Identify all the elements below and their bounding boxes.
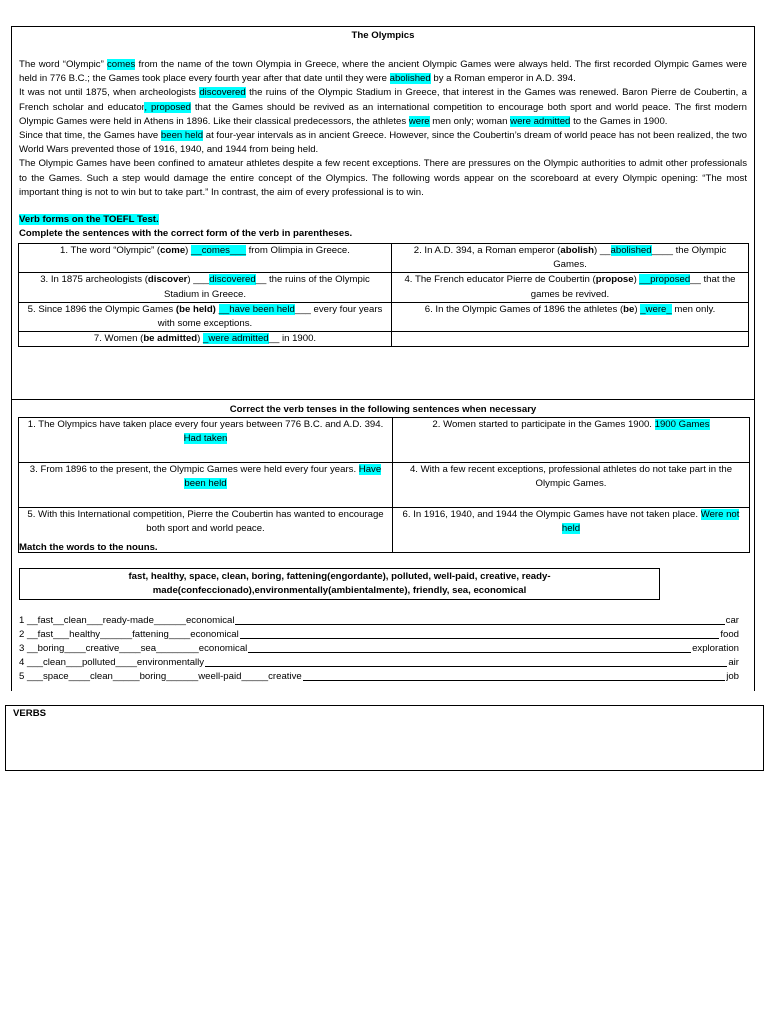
blank-line <box>248 642 691 653</box>
text-segment: It was not until 1875, when archeologists <box>19 87 200 99</box>
text-segment: from the name of the town Olympia in Greece, where the ancient Olympic Games were always held. The first recorded Olympic Games were held in 776 B.C.; the Games took place every fourth year after that date until they were <box>19 59 747 85</box>
highlighted-answer: discovered <box>199 87 246 99</box>
text-segment: 3. From 1896 to the present, the Olympic Games were held every four years. <box>29 464 359 475</box>
text-segment: 1. The word “Olympic” ( <box>60 245 161 256</box>
text-segment: ) <box>633 274 640 286</box>
table-row <box>19 332 749 347</box>
text-segment: 4. With a few recent exceptions, professional athletes do not take part in the Olympic Games. <box>409 464 733 490</box>
match-heading: Match the words to the nouns. <box>19 542 158 553</box>
olympics-section <box>11 26 755 400</box>
blank-line <box>303 670 725 681</box>
text-segment: discover <box>147 274 188 286</box>
text-segment: abolish <box>560 245 594 256</box>
text-segment: The word “Olympic” <box>19 59 107 70</box>
text-segment: The Olympic Games have been confined to amateur athletes despite a few recent exceptions. There are pressures on the Olympic authorities to admit other professionals to the Games. Such a step would damage the entire concept of the Olympics. The following words appear on the scoreboard at every Olympic opening: “The most important thing is not to win but to take part.” In contrast, the aim of every professional is to win. <box>19 158 747 198</box>
match-adjectives: 3 __boring____creative____sea________economical <box>19 643 248 654</box>
highlighted-answer: discovered <box>209 274 256 286</box>
table-cell <box>393 463 750 508</box>
text-segment: ) <box>197 333 204 345</box>
text-segment: 1. The Olympics have taken place every four years between 776 B.C. and A.D. 394. <box>27 419 384 430</box>
text-segment: at four-year intervals as in ancient Greece. However, since the Coubertin’s dream of world peace has not been realized, the two World Wars prevented those of 1916, 1940, and 1944 from being held. <box>19 130 747 156</box>
text-segment: ____ the Olympic Games. <box>553 245 727 271</box>
complete-sentences-table <box>18 243 749 347</box>
text-segment: 6. In 1916, 1940, and 1944 the Olympic Games have not taken place. <box>402 509 701 520</box>
text-segment: 7. Women ( <box>93 333 144 345</box>
text-segment: to the Games in 1900. <box>570 115 668 127</box>
highlighted-answer: were <box>408 115 430 127</box>
paragraph <box>19 58 747 86</box>
text-segment: 4. The French educator Pierre de Coubertin ( <box>404 274 596 286</box>
text-segment: ) <box>185 245 192 256</box>
table-cell <box>19 418 393 463</box>
table-cell <box>393 418 750 463</box>
text-segment: men only; woman <box>429 115 511 127</box>
highlighted-answer: _were_ <box>640 303 672 315</box>
table-cell <box>19 302 392 331</box>
exercises-section <box>11 399 755 691</box>
blank-line <box>205 656 727 667</box>
highlighted-answer: abolished <box>389 73 431 85</box>
text-segment: ) ___ <box>187 274 210 286</box>
match-noun: car <box>725 615 739 626</box>
text-segment: __ that the games be revived. <box>530 274 736 300</box>
reading-passage <box>19 58 747 200</box>
table-cell <box>392 273 749 302</box>
verbs-label: VERBS <box>13 708 47 719</box>
text-segment: 6. In the Olympic Games of 1896 the athletes ( <box>424 303 624 315</box>
highlighted-answer: __have been held <box>218 303 295 315</box>
match-lines <box>19 614 739 684</box>
text-segment: (be held) <box>175 303 216 315</box>
match-noun: food <box>720 629 739 640</box>
table-row <box>19 273 749 302</box>
text-segment: 5. With this International competition, Pierre the Coubertin has wanted to encourage both sport and world peace. <box>27 509 384 535</box>
text-segment: 2. In A.D. 394, a Roman emperor ( <box>413 245 561 256</box>
table-cell <box>392 332 749 347</box>
table-cell <box>19 332 392 347</box>
text-segment: ) __ <box>593 245 611 256</box>
exercise-headings <box>19 213 739 241</box>
text-segment: the ruins of the Olympic Stadium in Greece, that interest in the Games was renewed. Baron Pierre de Coubertin, a French scholar and educator <box>19 87 748 113</box>
highlighted-answer: abolished <box>610 245 652 256</box>
verbs-box <box>5 705 764 771</box>
table-cell <box>393 508 750 553</box>
highlighted-answer: Had taken <box>183 433 228 445</box>
highlighted-answer: _were admitted <box>203 333 269 345</box>
text-segment: be <box>623 303 635 315</box>
blank-line <box>240 628 720 639</box>
highlighted-answer: comes <box>107 59 136 70</box>
page-title: The Olympics <box>351 30 415 41</box>
table-cell <box>19 273 392 302</box>
blank-line <box>235 614 724 625</box>
highlighted-answer: Were not held <box>561 509 740 535</box>
paragraph <box>19 157 747 200</box>
highlighted-answer: __comes___ <box>191 245 246 256</box>
table-cell <box>392 302 749 331</box>
match-adjectives: 2 __fast___healthy______fattening____economical <box>19 629 239 640</box>
text-segment: __ in 1900. <box>268 333 317 345</box>
text-segment: by a Roman emperor in A.D. 394. <box>430 73 576 85</box>
table-row <box>19 418 750 463</box>
match-line <box>19 614 739 628</box>
highlighted-answer: were admitted <box>510 115 571 127</box>
text-segment: be admitted <box>143 333 198 345</box>
highlighted-answer: Have been held <box>184 464 382 490</box>
match-line <box>19 642 739 656</box>
match-line <box>19 670 739 684</box>
word-bank: fast, healthy, space, clean, boring, fattening(engordante), polluted, well-paid, creative, ready-made(confeccionado),environmentally(ambientalmente), friendly, sea, economical <box>19 568 660 600</box>
highlighted-answer: __proposed <box>639 274 691 286</box>
paragraph <box>19 129 747 157</box>
correct-heading: Correct the verb tenses in the following sentences when necessary <box>229 404 537 415</box>
table-cell <box>19 463 393 508</box>
text-segment: men only. <box>671 303 716 315</box>
text-segment: that the Games should be revived as an international competition to encourage both sport and world peace. The first modern Olympic Games were held in Athens in 1896. Like their classical predecessors, the athletes <box>19 101 747 127</box>
match-adjectives: 5 ___space____clean_____boring______weell-paid_____creative <box>19 671 302 682</box>
correct-verbs-table <box>18 417 750 553</box>
toefl-heading: Verb forms on the TOEFL Test. <box>19 214 159 225</box>
match-adjectives: 4 ___clean___polluted____environmentally <box>19 657 205 668</box>
paragraph <box>19 86 747 129</box>
match-noun: exploration <box>692 643 739 654</box>
text-segment: Since that time, the Games have <box>19 130 161 142</box>
text-segment: 2. Women started to participate in the Games 1900. <box>432 419 655 430</box>
text-segment: propose <box>595 274 634 286</box>
text-segment: ___ every four years with some exceptions. <box>157 303 383 330</box>
match-line <box>19 656 739 670</box>
table-row <box>19 463 750 508</box>
text-segment: 3. In 1875 archeologists ( <box>40 274 148 286</box>
highlighted-answer: been held <box>160 130 204 142</box>
complete-heading: Complete the sentences with the correct form of the verb in parentheses. <box>19 228 353 240</box>
table-cell <box>19 244 392 273</box>
highlighted-answer: 1900 Games <box>654 419 710 430</box>
text-segment: 5. Since 1896 the Olympic Games <box>27 303 176 315</box>
text-segment: come <box>160 245 186 256</box>
table-row <box>19 244 749 273</box>
table-row <box>19 302 749 331</box>
text-segment: from Olimpia in Greece. <box>245 245 350 256</box>
match-adjectives: 1 __fast__clean___ready-made______economical <box>19 615 235 626</box>
match-noun: air <box>728 657 739 668</box>
text-segment: __ the ruins of the Olympic Stadium in Greece. <box>163 274 370 300</box>
match-noun: job <box>726 671 739 682</box>
table-cell <box>392 244 749 273</box>
highlighted-answer: , proposed <box>144 101 191 113</box>
match-line <box>19 628 739 642</box>
text-segment: ) <box>634 303 641 315</box>
